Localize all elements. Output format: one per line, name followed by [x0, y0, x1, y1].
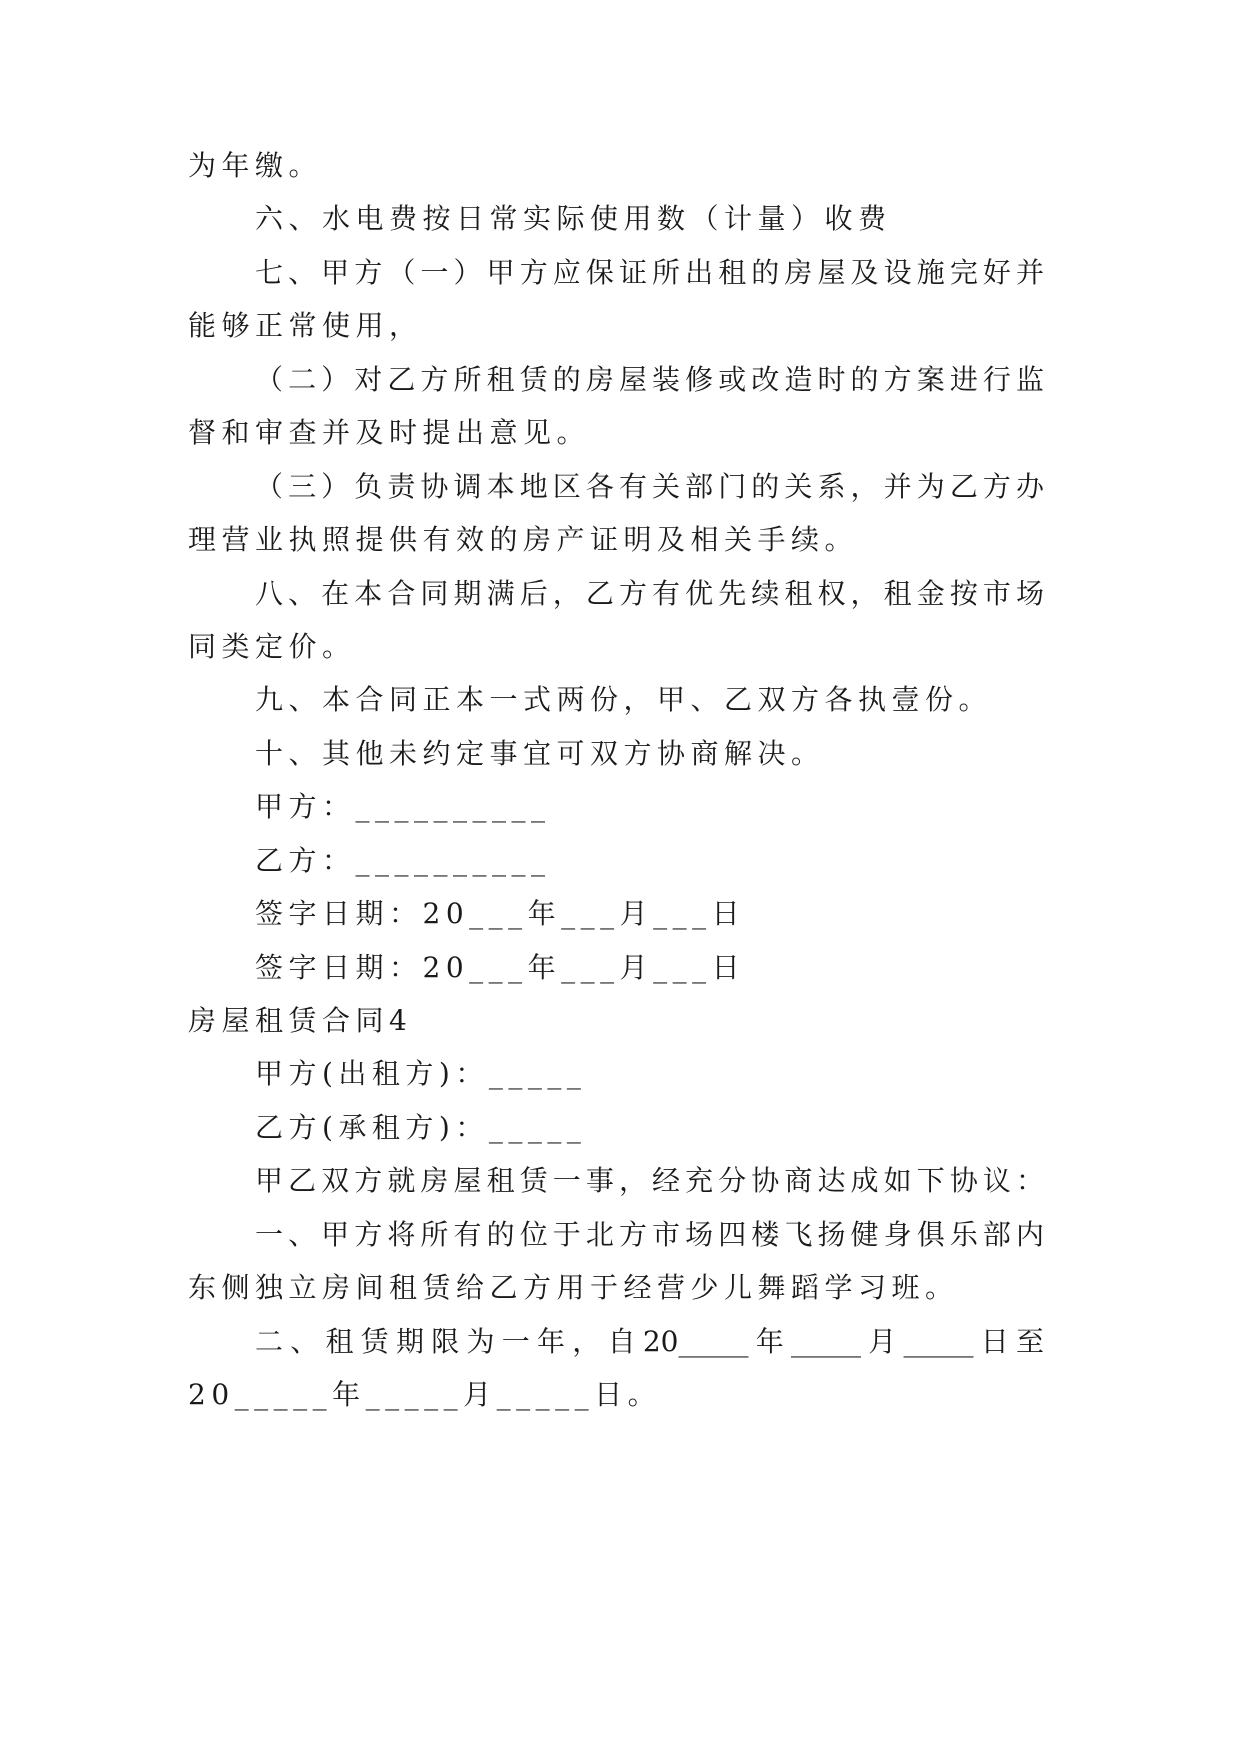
clause-2: 二、租赁期限为一年，自20_____年_____月_____日至 [255, 1325, 1044, 1358]
party-b-signature: 乙方：__________ [255, 844, 551, 877]
party-a-signature: 甲方：__________ [255, 790, 551, 823]
clause-6: 六、水电费按日常实际使用数（计量）收费 [255, 202, 892, 235]
signing-date: 签字日期：20___年___月___日 [255, 897, 746, 930]
clause-9: 九、本合同正本一式两份，甲、乙双方各执壹份。 [255, 683, 993, 716]
text-line: 督和审查并及时提出意见。 [188, 416, 591, 449]
text-line: 东侧独立房间租赁给乙方用于经营少儿舞蹈学习班。 [188, 1271, 959, 1304]
lessor-line: 甲方(出租方)：_____ [255, 1057, 587, 1090]
text-line: 为年缴。 [188, 149, 323, 182]
signing-date: 签字日期：20___年___月___日 [255, 951, 746, 984]
clause-7: 七、甲方（一）甲方应保证所出租的房屋及设施完好并 [255, 256, 1044, 289]
clause-1: 一、甲方将所有的位于北方市场四楼飞扬健身俱乐部内 [255, 1218, 1044, 1251]
clause-7-item-2: （二）对乙方所租赁的房屋装修或改造时的方案进行监 [255, 363, 1044, 396]
text-line: 理营业执照提供有效的房产证明及相关手续。 [188, 523, 859, 556]
lessee-line: 乙方(承租方)：_____ [255, 1111, 587, 1144]
text-line: 20_____年_____月_____日。 [188, 1378, 662, 1411]
text-line: 同类定价。 [188, 630, 356, 663]
clause-8: 八、在本合同期满后，乙方有优先续租权，租金按市场 [255, 577, 1044, 610]
preamble: 甲乙双方就房屋租赁一事，经充分协商达成如下协议： [255, 1164, 1044, 1197]
text-line: 能够正常使用， [188, 309, 423, 342]
contract-title: 房屋租赁合同4 [188, 1004, 413, 1037]
clause-10: 十、其他未约定事宜可双方协商解决。 [255, 737, 825, 770]
clause-7-item-3: （三）负责协调本地区各有关部门的关系，并为乙方办 [255, 470, 1044, 503]
